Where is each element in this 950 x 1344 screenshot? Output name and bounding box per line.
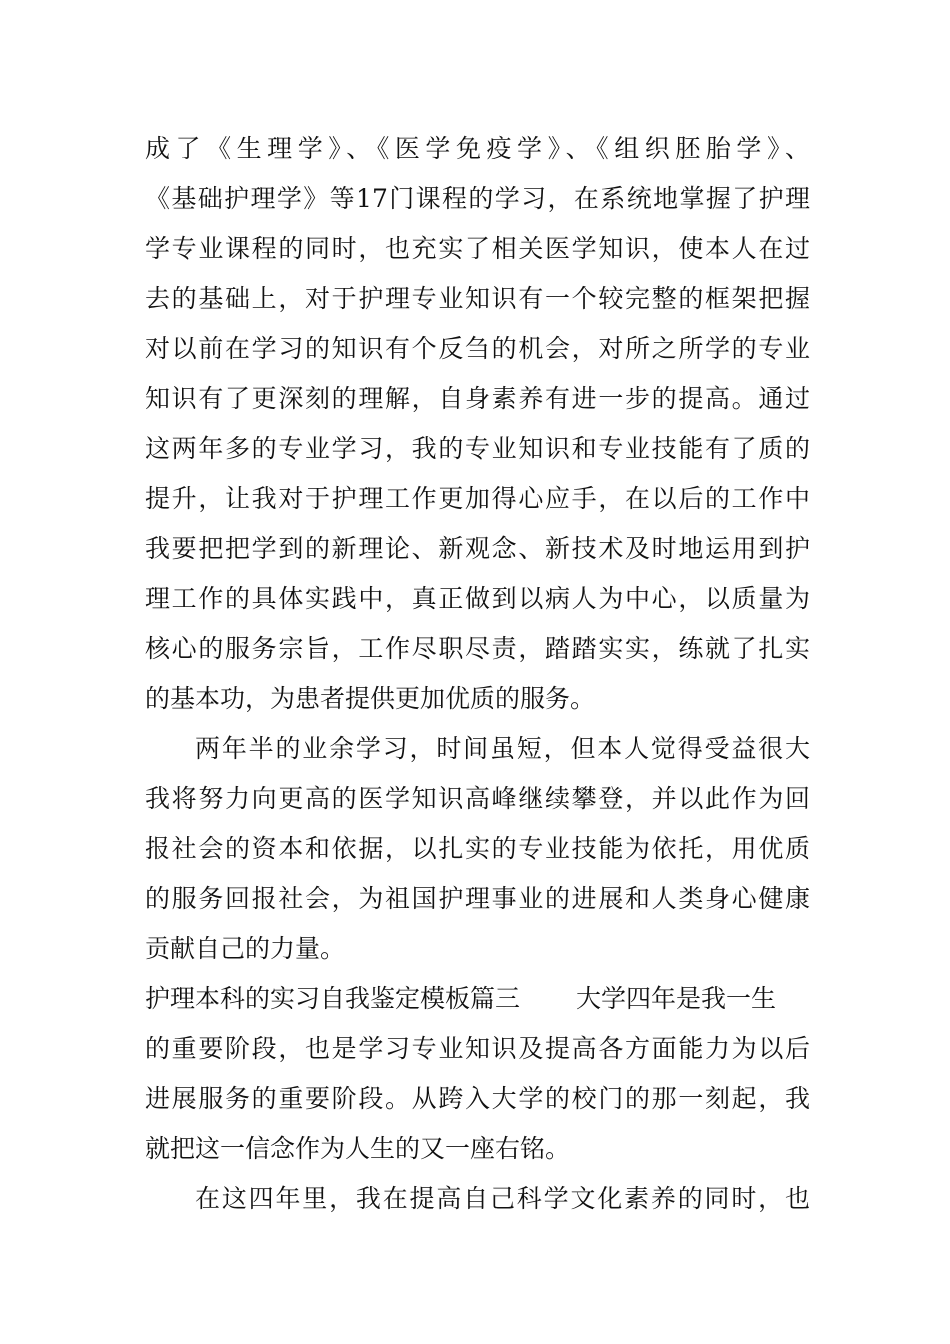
text-line: 就把这一信念作为人生的又一座右铭。	[145, 1134, 571, 1163]
text-line: 这两年多的专业学习，我的专业知识和专业技能有了质的	[145, 434, 810, 463]
document-body	[145, 124, 810, 1224]
text-line: 报社会的资本和依据，以扎实的专业技能为依托，用优质	[145, 834, 810, 863]
paragraph-3-first-line: 大学四年是我一生	[576, 984, 777, 1013]
paragraph-1	[145, 124, 810, 724]
text-line: 我将努力向更高的医学知识高峰继续攀登，并以此作为回	[145, 784, 810, 813]
heading-line	[145, 974, 810, 1024]
text-line: 理工作的具体实践中，真正做到以病人为中心，以质量为	[145, 584, 810, 613]
text-line: 的重要阶段，也是学习专业知识及提高各方面能力为以后	[145, 1034, 810, 1063]
text-line: 核心的服务宗旨，工作尽职尽责，踏踏实实，练就了扎实	[145, 634, 810, 663]
text-line: 提升，让我对于护理工作更加得心应手，在以后的工作中	[145, 484, 810, 513]
text-line: 在这四年里，我在提高自己科学文化素养的同时，也	[195, 1184, 810, 1213]
paragraph-3	[145, 974, 810, 1174]
section-heading: 护理本科的实习自我鉴定模板篇三	[145, 984, 521, 1013]
text-line: 去的基础上，对于护理专业知识有一个较完整的框架把握	[145, 284, 810, 313]
text-line: 的服务回报社会，为祖国护理事业的进展和人类身心健康	[145, 884, 810, 913]
paragraph-4	[145, 1174, 810, 1224]
text-line: 两年半的业余学习，时间虽短，但本人觉得受益很大	[195, 734, 810, 763]
text-line: 进展服务的重要阶段。从跨入大学的校门的那一刻起，我	[145, 1084, 810, 1113]
text-line: 的基本功，为患者提供更加优质的服务。	[145, 684, 596, 713]
text-line: 我要把把学到的新理论、新观念、新技术及时地运用到护	[145, 534, 810, 563]
text-line: 对以前在学习的知识有个反刍的机会，对所之所学的专业	[145, 334, 810, 363]
text-line: 成了《生理学》、《医学免疫学》、《组织胚胎学》、	[145, 134, 810, 163]
text-line: 贡献自己的力量。	[145, 934, 346, 963]
text-line: 学专业课程的同时，也充实了相关医学知识，使本人在过	[145, 234, 810, 263]
paragraph-2	[145, 724, 810, 974]
text-line: 知识有了更深刻的理解，自身素养有进一步的提高。通过	[145, 384, 810, 413]
text-line: 《基础护理学》等17门课程的学习，在系统地掌握了护理	[145, 184, 810, 213]
